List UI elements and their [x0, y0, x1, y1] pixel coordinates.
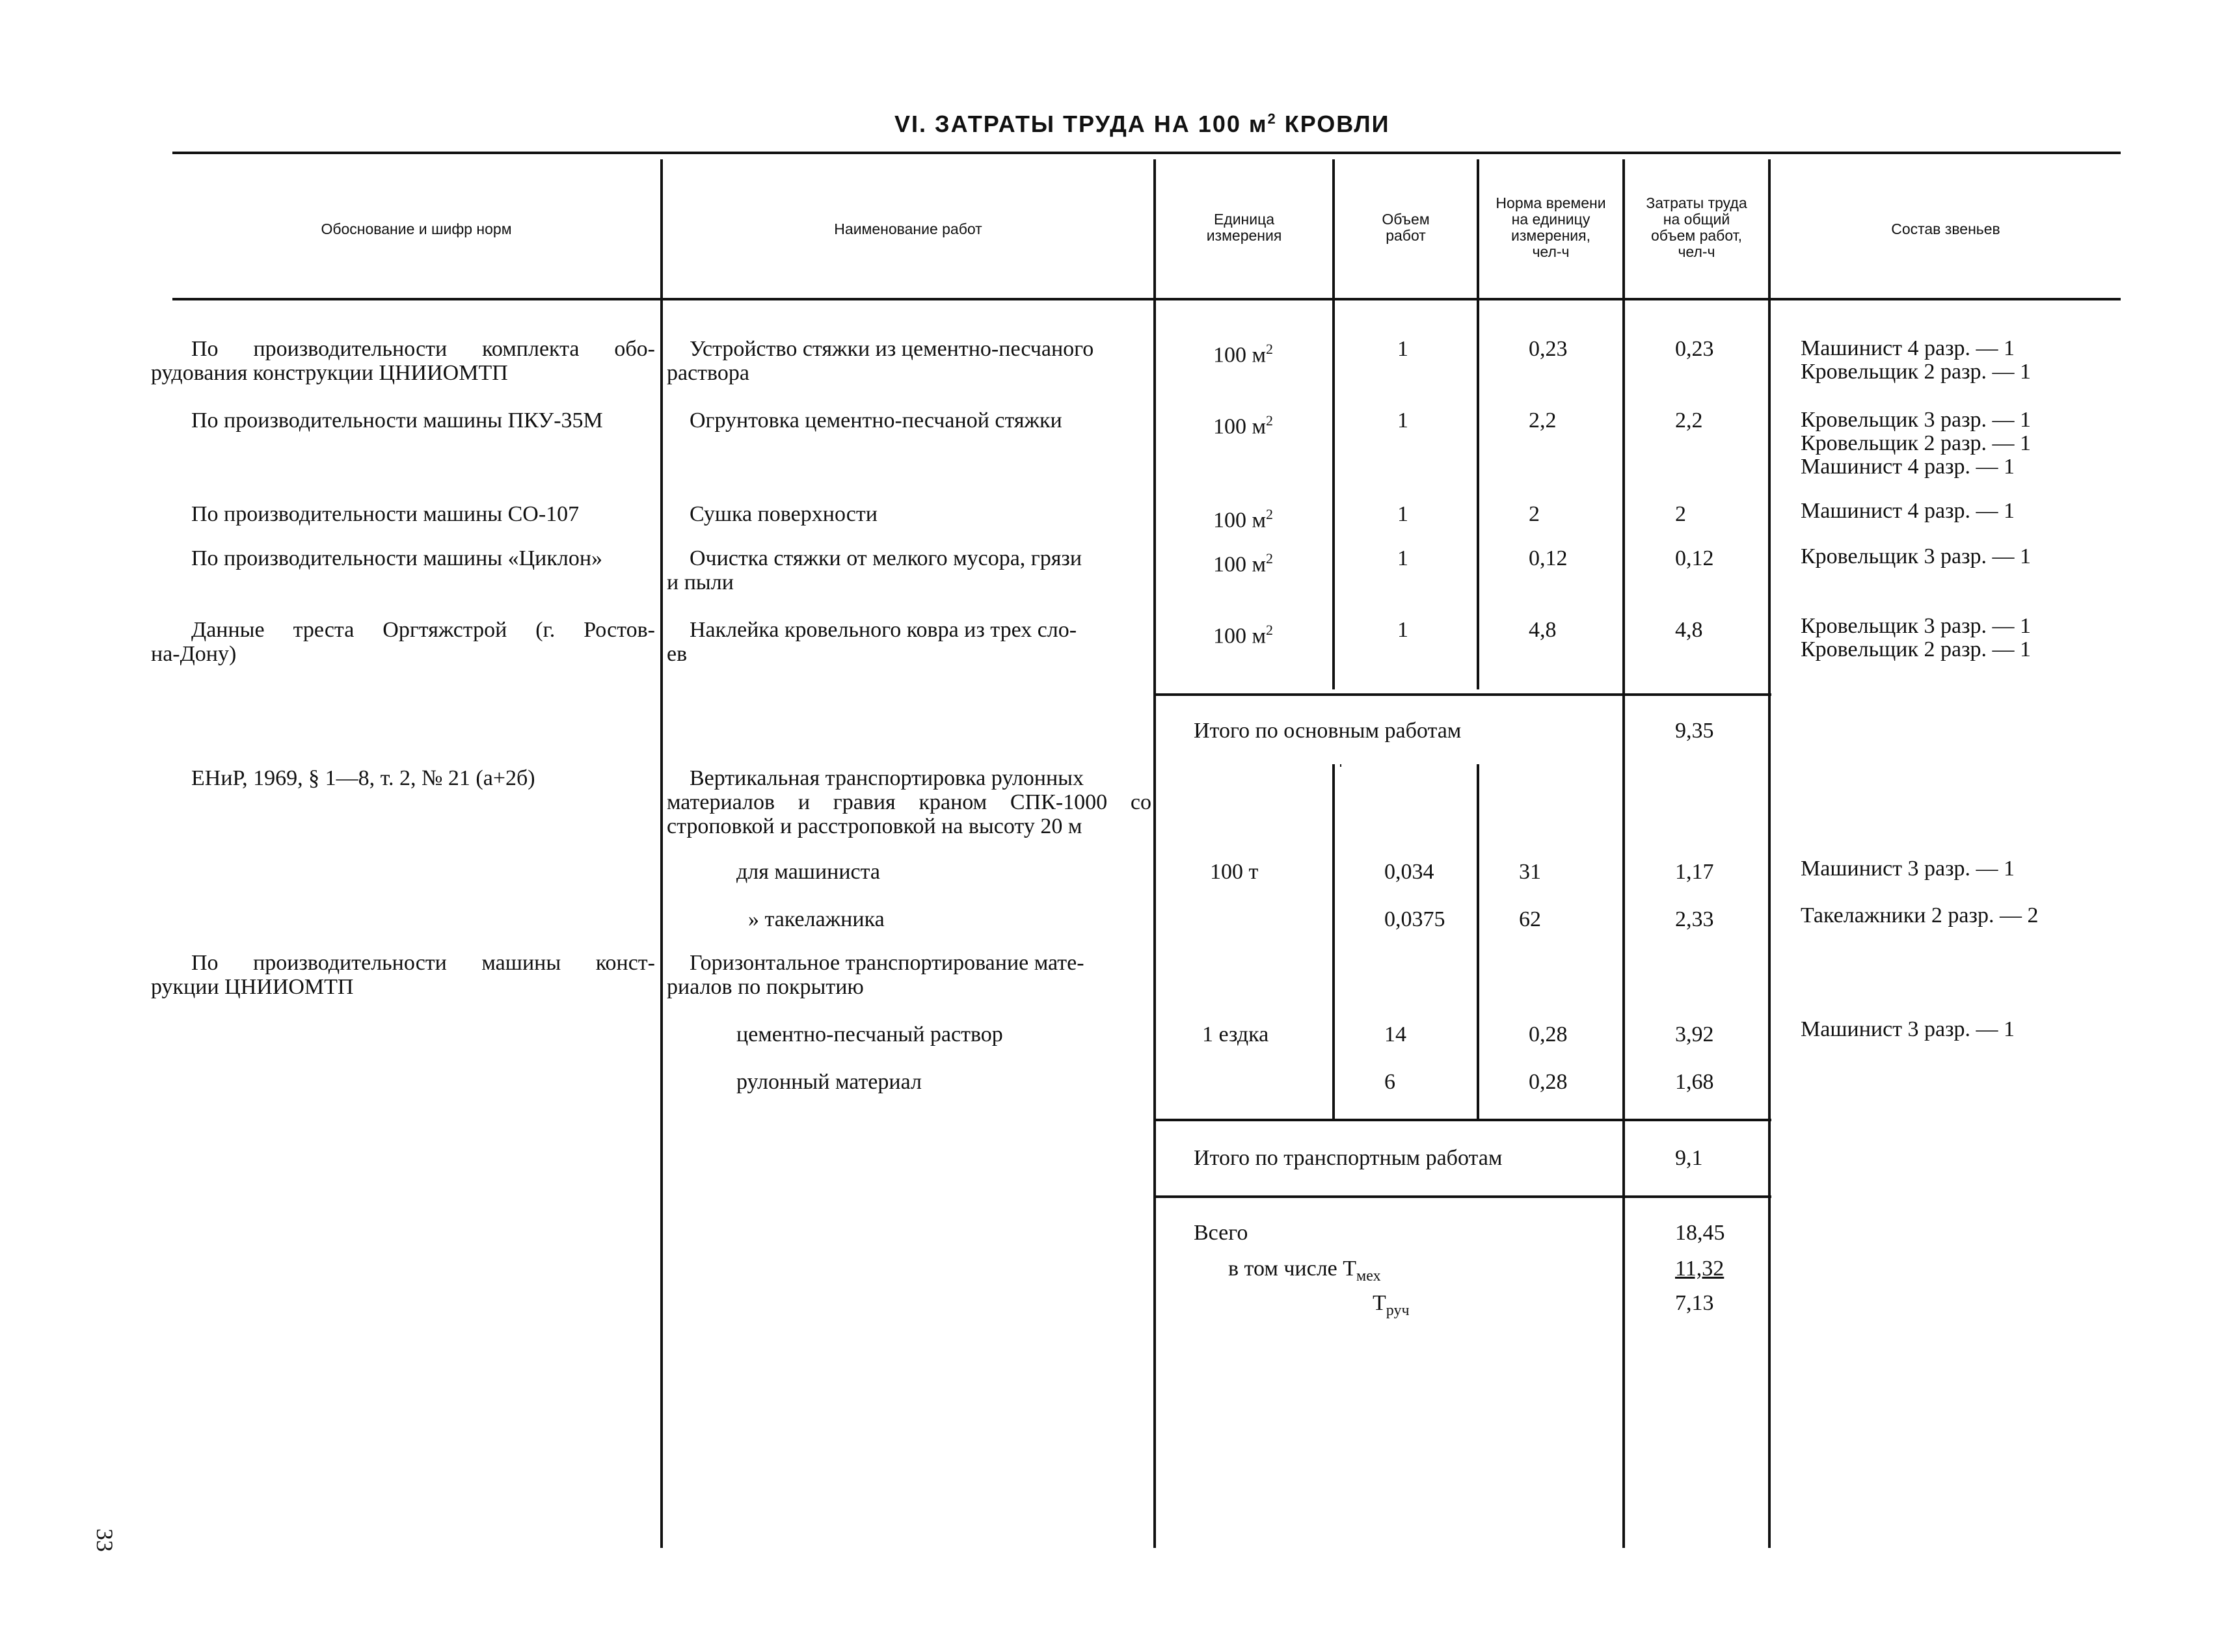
norm-value: 0,12 — [1529, 546, 1568, 570]
labor-value: 0,23 — [1675, 337, 1714, 361]
volume-value: 1 — [1397, 337, 1408, 361]
header-volume: Объем работ — [1382, 211, 1430, 244]
total-label: Всего — [1194, 1221, 1248, 1245]
labor-value: 3,92 — [1675, 1022, 1714, 1046]
crew-list: Кровельщик 3 разр. — 1 Кровельщик 2 разр. — 1 — [1801, 614, 2032, 661]
norm-value: 0,28 — [1529, 1070, 1568, 1094]
table-row: Данные треста Оргтяжстрой (г. Ростов- на-Дону) — [151, 618, 655, 666]
page-number: 33 — [92, 1528, 118, 1552]
page-title: VI. ЗАТРАТЫ ТРУДА НА 100 $м^2$ КРОВЛИ — [894, 111, 1390, 137]
header-bottom-rule — [172, 298, 2121, 300]
volume-value: 1 — [1397, 546, 1408, 570]
volume-value: 1 — [1397, 408, 1408, 433]
manual-value: 7,13 — [1675, 1291, 1714, 1315]
header-norm: Норма времени на единицу измерения, чел-ч — [1496, 194, 1606, 260]
header-unit: Единица измерения — [1206, 211, 1282, 244]
crew-list: Машинист 4 разр. — 1 Кровельщик 2 разр. — 1 — [1801, 336, 2032, 384]
work-name: Огрунтовка цементно-песчаной стяжки — [690, 408, 1062, 433]
crew-list: Машинист 3 разр. — 1 — [1801, 1017, 2015, 1041]
col-divider-volume-norm-bottom — [1477, 764, 1479, 1119]
subtotal-main-top-rule — [1155, 693, 1771, 696]
manual-label: $Т_{руч}$ — [1373, 1291, 1410, 1319]
table-row: По производительности машины СО-107 — [191, 502, 580, 526]
header-work: Наименование работ — [834, 220, 982, 237]
work-name: Наклейка кровельного ковра из трех сло- ев — [667, 618, 1077, 666]
transport-bottom-rule — [1155, 1119, 1771, 1121]
unit-value: 100 $м^2$ — [1213, 550, 1274, 577]
labor-value: 2,33 — [1675, 907, 1714, 931]
labor-value: 1,68 — [1675, 1070, 1714, 1094]
norm-value: 62 — [1519, 907, 1541, 931]
crew-list: Кровельщик 3 разр. — 1 — [1801, 544, 2032, 568]
subtotal-transport-value: 9,1 — [1675, 1146, 1703, 1170]
volume-value: 1 — [1397, 618, 1408, 642]
transport-basis: ЕНиР, 1969, § 1—8, т. 2, № 21 (а+2б) — [191, 766, 535, 790]
col-divider-norm-labor — [1622, 159, 1625, 1548]
table-row: По производительности машины «Циклон» — [191, 546, 603, 570]
norm-value: 0,28 — [1529, 1022, 1568, 1046]
norm-value: 2 — [1529, 502, 1540, 526]
labor-value: 2 — [1675, 502, 1686, 526]
norm-value: 0,23 — [1529, 337, 1568, 361]
volume-value: 0,0375 — [1384, 907, 1445, 931]
header-crew: Состав звеньев — [1891, 220, 2000, 237]
subtotal-main-bottom-rule — [1340, 764, 1341, 767]
transport-sub-roll: рулонный материал — [736, 1070, 922, 1094]
col-divider-labor-crew — [1768, 159, 1771, 1548]
header-labor: Затраты труда на общий объем работ, чел-ч — [1646, 194, 1747, 260]
table-row: По производительности комплекта обо- рудования конструкции ЦНИИОМТП — [151, 337, 655, 385]
crew-list: Такелажники 2 разр. — 2 — [1801, 903, 2039, 927]
unit-value: 100 $м^2$ — [1213, 412, 1274, 439]
labor-value: 1,17 — [1675, 860, 1714, 884]
transport-work-2: Горизонтальное транспортирование мате- риалов по покрытию — [667, 951, 1084, 999]
subtotal-main-value: 9,35 — [1675, 719, 1714, 743]
subtotal-transport-label: Итого по транспортным работам — [1194, 1146, 1503, 1170]
col-divider-work-unit — [1153, 159, 1156, 1548]
total-value: 18,45 — [1675, 1221, 1725, 1245]
col-divider-unit-volume-bottom — [1332, 764, 1335, 1119]
crew-list: Машинист 4 разр. — 1 — [1801, 499, 2015, 523]
labor-value: 4,8 — [1675, 618, 1703, 642]
volume-value: 6 — [1384, 1070, 1395, 1094]
unit-value: 100 т — [1210, 860, 1259, 884]
volume-value: 14 — [1384, 1022, 1406, 1046]
transport-sub-machinist: для машиниста — [736, 860, 880, 884]
header-basis: Обоснование и шифр норм — [321, 220, 512, 237]
volume-value: 0,034 — [1384, 860, 1434, 884]
col-divider-basis-work — [660, 159, 663, 1548]
subtotal-main-label: Итого по основным работам — [1194, 719, 1462, 743]
mech-value: 11,32 — [1675, 1257, 1725, 1281]
volume-value: 1 — [1397, 502, 1408, 526]
labor-value: 2,2 — [1675, 408, 1703, 433]
norm-value: 31 — [1519, 860, 1541, 884]
transport-work: Вертикальная транспортировка рулонных материалов и гравия краном СПК-1000 со строповкой и расстроповкой на высоту 20 м — [667, 766, 1151, 838]
transport-sub-mortar: цементно-песчаный раствор — [736, 1022, 1003, 1046]
work-name: Устройство стяжки из цементно-песчаного раствора — [667, 337, 1094, 385]
table-row: По производительности машины ПКУ-35М — [191, 408, 603, 433]
work-name: Очистка стяжки от мелкого мусора, грязи и пыли — [667, 546, 1082, 594]
labor-value: 0,12 — [1675, 546, 1714, 570]
unit-value: 100 $м^2$ — [1213, 622, 1274, 648]
norm-value: 4,8 — [1529, 618, 1557, 642]
mech-label: в том числе $Т_{мех}$ — [1228, 1257, 1381, 1285]
unit-value: 1 ездка — [1202, 1022, 1269, 1046]
crew-list: Машинист 3 разр. — 1 — [1801, 857, 2015, 881]
norm-value: 2,2 — [1529, 408, 1557, 433]
unit-value: 100 $м^2$ — [1213, 506, 1274, 533]
transport-sub-rigger: » такелажника — [748, 907, 885, 931]
crew-list: Кровельщик 3 разр. — 1 Кровельщик 2 разр. — 1 Машинист 4 разр. — 1 — [1801, 408, 2032, 479]
subtotal-transport-bottom-rule — [1155, 1195, 1771, 1198]
table-top-rule — [172, 152, 2121, 154]
transport-basis-2: По производительности машины конст- рукции ЦНИИОМТП — [151, 951, 655, 999]
work-name: Сушка поверхности — [690, 502, 878, 526]
unit-value: 100 $м^2$ — [1213, 341, 1274, 367]
